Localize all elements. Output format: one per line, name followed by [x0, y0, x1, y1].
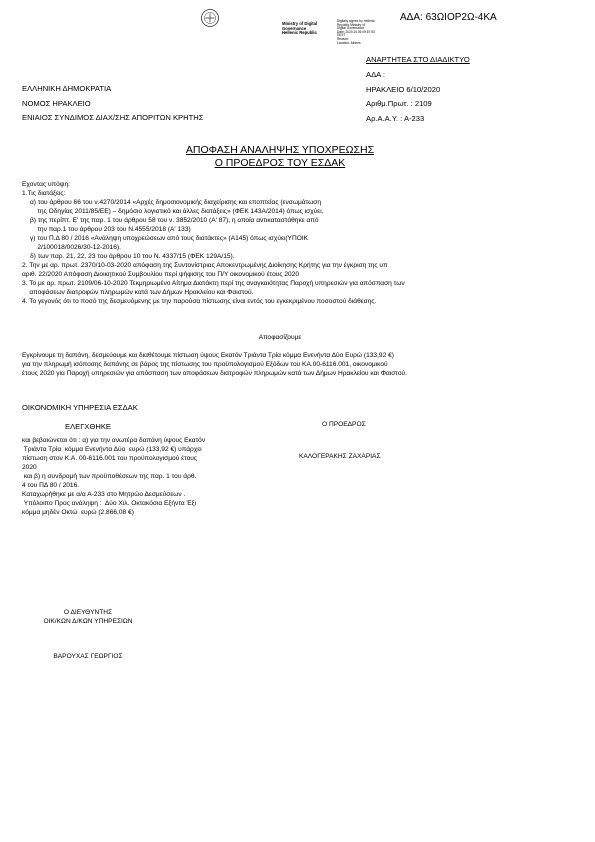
decision-heading: Αποφασίζουμε: [258, 334, 302, 341]
ada-header: ΑΔΑ: 63ΩΙΟΡ2Ω-4ΚΑ: [400, 12, 497, 23]
body-line: αποφάσεων διατροφών πληρωμών κατά των Δήμων Ηρακλείου και Φαιστού.: [22, 289, 254, 296]
signature-line: Digitally signed by Hellenic: [337, 19, 375, 23]
ada-field: ΑΔΑ :: [366, 70, 386, 79]
body-line: 4. Το γεγονός ότι το ποσό της δεσμευόμενης με την παρούσα πίστωσης είναι εντός του εγκεκριμένου ποσοστού διάθεσης.: [22, 298, 377, 305]
decision-line: έτους 2020 για Παροχή υπηρεσιών για απόσπαση των αποφάσεων διατροφών πληρωμών κατά των Δήμων Ηρακλείου και Φαιστού.: [22, 370, 407, 377]
aay-number: Αρ.Α.Α.Υ. : Α-233: [366, 113, 425, 123]
issuer-line: ΕΛΛΗΝΙΚΗ ΔΗΜΟΚΡΑΤΙΑ: [22, 84, 112, 93]
checked-line: Υπόλοιπο Προς ανάληψη : Δύο Χιλ. Οκτακόσια Εξήντα Έξι: [22, 500, 197, 507]
decision-line: Εγκρίνουμε τη δαπάνη, δεσμεύουμε και διαθέτουμε πίστωση ύψους Εκατόν Τριάντα Τρία κόμμα Ενενήντα Δύο Ευρώ (133,92 €): [22, 352, 394, 359]
director-title: Ο ΔΙΕΥΘΥΝΤΗΣ: [63, 609, 113, 616]
body-line: 3. Το με αρ. πρωτ. 2109/06-10-2020 Τεκμηριωμένο Αίτημα Διατάκτη περί της αναγκαιότητας Παροχή υπηρεσιών για απόσπαση των: [22, 280, 405, 287]
document-title: ΑΠΟΦΑΣΗ ΑΝΑΛΗΨΗΣ ΥΠΟΧΡΕΩΣΗΣ: [185, 144, 375, 156]
body-line: της Οδηγίας 2011/85/ΕΕ) – δημόσιο λογιστικό και άλλες διατάξεις» (ΦΕΚ 143Α/2014) όπως ισχύει,: [30, 208, 324, 215]
provisions-heading: 1.Τις διατάξεις:: [22, 190, 66, 197]
checked-line: Τριάντα Τρία κόμμα Ενενήντα Δύο ευρώ (133,92 €) υπάρχει: [22, 446, 202, 453]
signature-line: Date: 2020.10.06 09:57:53: [337, 29, 375, 34]
issuer-info: [22, 82, 203, 126]
signature-line: EEST: [337, 33, 346, 38]
director-department: ΟΙΚ/ΚΩΝ Δ/ΚΩΝ ΥΠΗΡΕΣΙΩΝ: [43, 618, 133, 625]
checked-line: και β) η συνδρομή των προϋποθέσεων της παρ. 1 του άρθ.: [22, 473, 197, 480]
checked-line: πίστωση στον Κ.Α. 00-6116.001 του προϋπολογισμού έτους: [22, 455, 198, 462]
protocol-number: Αριθμ.Πρωτ. : 2109: [366, 99, 432, 108]
signature-line: Republic Ministry of: [337, 22, 365, 27]
issuer-line: ΝΟΜΟΣ ΗΡΑΚΛΕΙΟ: [22, 98, 91, 108]
body-line: γ) του Π.Δ 80 / 2016 «Ανάληψη υποχρεώσεων από τους διατάκτες» (Α145) όπως ισχύει(ΥΠΟΙΚ: [30, 235, 309, 242]
director-name: ΒΑΡΟΥΧΑΣ ΓΕΩΡΓΙΟΣ: [53, 653, 123, 660]
posted-notice: ΑΝΑΡΤΗΤΕΑ ΣΤΟ ΔΙΑΔΙΚΤΥΟ: [366, 55, 470, 64]
signature-details: [337, 20, 375, 45]
ministry-line: Hellenic Republic: [282, 30, 317, 36]
ministry-line: Governance: [282, 25, 307, 31]
document-subtitle: Ο ΠΡΟΕΔΡΟΣ ΤΟΥ ΕΣΔΑΚ: [214, 157, 346, 169]
body-line: δ) των παρ. 21, 22, 23 του άρθρου 10 του Ν. 4337/15 (ΦΕΚ 129Α/15).: [30, 253, 235, 260]
signature-line: Reason:: [337, 36, 349, 41]
body-line: 2. Την με αρ. πρωτ. 2370/10-03-2020 απόφαση της Συντονίστριας Αποκεντρωμένης Διοίκησης Κρήτης για την έγκριση της υπ: [22, 262, 388, 269]
checked-line: Καταχωρήθηκε με α/α Α-233 στο Μητρώο Δεσμεύσεων .: [22, 491, 186, 498]
ministry-stamp: [282, 22, 317, 36]
president-name: ΚΑΛΟΓΕΡΑΚΗΣ ΖΑΧΑΡΙΑΣ: [299, 453, 381, 460]
body-line: αριθ. 22/2020 Απόφαση Διοικητικού Συμβουλίου περί ψήφισης του Π/Υ οικονομικού έτους 2020: [22, 271, 300, 278]
considering-label: Εχοντας υπόψη:: [22, 181, 71, 188]
checked-body: [22, 436, 282, 517]
signature-line: Location: Athens: [337, 40, 361, 45]
considerations-body: [22, 198, 582, 306]
finance-service-title: ΟΙΚΟΝΟΜΙΚΗ ΥΠΗΡΕΣΙΑ ΕΣΔΑΚ: [22, 403, 138, 412]
body-line: 2/100018/0026/30-12-2016).: [30, 244, 121, 251]
decision-body: [22, 351, 582, 378]
body-line: την παρ.1 του άρθρου 203 του Ν.4555/2018 (Α' 133): [30, 226, 191, 233]
hellenic-republic-emblem-icon: [200, 8, 220, 28]
date-field: ΗΡΑΚΛΕΙΟ 6/10/2020: [366, 84, 441, 94]
issuer-line: ΕΝΙΑΙΟΣ ΣΥΝΔΙΜΟΣ ΔΙΑΧ/ΣΗΣ ΑΠΟΡΙΤΩΝ ΚΡΗΤΗΣ: [22, 113, 204, 122]
body-line: α) του άρθρου 66 του ν.4270/2014 «Αρχές δημοσιονομικής διαχείρισης και εποπτείας (ενσωμάτωση: [30, 199, 321, 206]
checked-line: 4 του ΠΔ 80 / 2016.: [22, 482, 80, 489]
checked-line: και βεβαιώνεται ότι : α) για την ανωτέρα δαπάνη ύψους Εκατόν: [22, 437, 206, 444]
president-title: Ο ΠΡΟΕΔΡΟΣ: [322, 421, 366, 428]
checked-line: 2020: [22, 464, 37, 471]
body-line: β) της περίπτ. Ε' της παρ. 1 του άρθρου 58 του ν. 3852/2010 (Α' 87), η οποία αντικαταστάθηκε από: [30, 217, 319, 224]
signature-line: Digital Governance: [337, 26, 365, 31]
checked-line: κόμμα μηδέν Οκτώ ευρώ (2.866,08 €): [22, 509, 134, 516]
protocol-info: [366, 68, 440, 126]
ministry-line: Ministry of Digital: [282, 21, 318, 26]
decision-line: για την πληρωμή ισόποσης δαπάνης σε βάρος της πίστωσης του προϋπολογισμού Εξόδων του ΚΑ.00-6116.001, οικονομικού: [22, 361, 388, 368]
checked-label: ΕΛΕΓΧΘΗΚΕ: [65, 422, 111, 431]
